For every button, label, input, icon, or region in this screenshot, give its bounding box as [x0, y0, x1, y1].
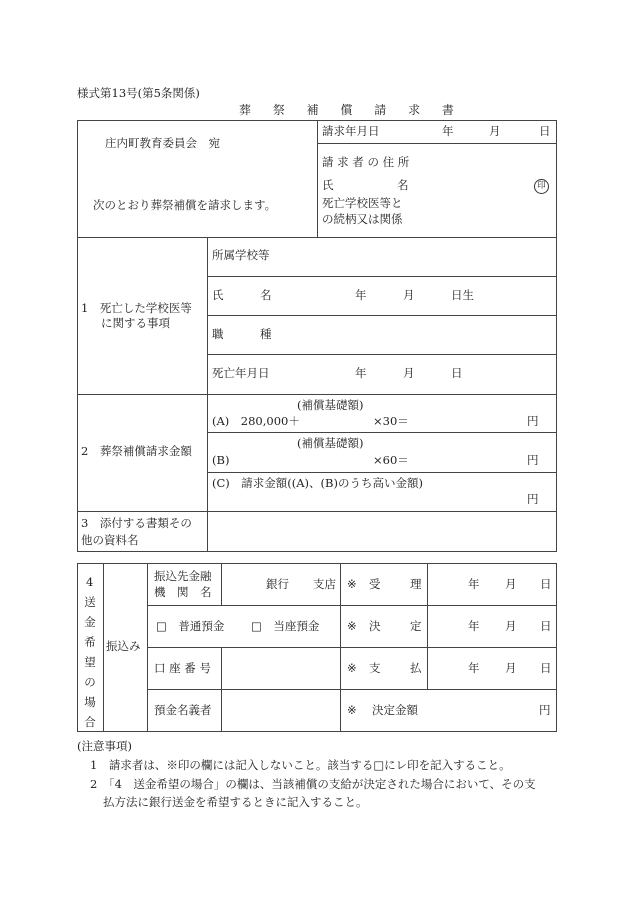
formula-a: (A) 280,000＋ [212, 414, 300, 428]
decided-year: 年 [468, 619, 480, 633]
vertical-char: 送 [84, 595, 96, 609]
note-item-2-line-2: 払方法に銀行送金を希望するときに記入すること。 [103, 795, 368, 809]
branch-suffix: 支店 [313, 577, 336, 591]
row-divider [147, 605, 557, 606]
section1-label-2: に関する事項 [101, 316, 170, 330]
row-divider [77, 394, 557, 395]
column-divider [103, 563, 104, 731]
section3-label-2: 他の資料名 [81, 533, 139, 547]
deposit-current-checkbox[interactable]: □ 当座預金 [251, 619, 320, 633]
applicant-name-label-1: 氏 [322, 178, 334, 192]
request-year-label: 年 [442, 124, 454, 138]
request-date-label: 請求年月日 [322, 124, 380, 138]
column-divider [317, 120, 318, 237]
row-divider [317, 143, 557, 144]
vertical-char: 望 [84, 655, 96, 669]
note-item-2-line-1: 2 「4 送金希望の場合」の欄は、当該補償の支給が決定された場合において、その支 [90, 777, 536, 791]
section4-number: 4 [86, 575, 94, 589]
section4-vertical-label [81, 592, 99, 732]
paid-month: 月 [505, 661, 517, 675]
row-divider [207, 432, 557, 433]
decided-month: 月 [505, 619, 517, 633]
received-day: 日 [540, 577, 552, 591]
row-divider [147, 647, 557, 648]
decided-label-1: 決 [369, 619, 381, 633]
applicant-address-label: 請 求 者 の 住 所 [322, 155, 410, 169]
formula-c: (C) 請求金額((A)、(B)のうち高い金額) [212, 476, 423, 490]
request-text: 次のとおり葬祭補償を請求します。 [93, 198, 277, 212]
section2-label: 2 葬祭補償請求金額 [81, 444, 192, 458]
multiplier-a: ×30＝ [373, 414, 409, 428]
note-item-1: 1 請求者は、※印の欄には記入しないこと。該当する□にレ印を記入すること。 [90, 758, 511, 772]
yen-c: 円 [527, 492, 539, 506]
account-holder-label: 預金名義者 [154, 703, 212, 717]
row-divider [207, 472, 557, 473]
bank-label-1: 振込先金融 [154, 569, 212, 583]
addressee: 庄内町教育委員会 宛 [105, 136, 220, 150]
office-mark: ※ [347, 619, 357, 633]
decision-amount-label: 決定金額 [372, 703, 418, 717]
received-label-2: 理 [410, 577, 422, 591]
death-date-label: 死亡年月日 [212, 366, 270, 380]
birth-month-label: 月 [403, 288, 415, 302]
form-number: 様式第13号(第5条関係) [77, 86, 200, 100]
relation-label-2: の続柄又は関係 [322, 212, 403, 226]
section1-label-1: 1 死亡した学校医等 [81, 301, 192, 315]
bank-label-2: 機 関 名 [154, 585, 212, 599]
row-divider [147, 689, 557, 690]
paid-label-1: 支 [369, 661, 381, 675]
row-divider [207, 315, 557, 316]
section3-label-1: 3 添付する書類その [81, 516, 192, 530]
birth-day-label: 日生 [451, 288, 474, 302]
paid-year: 年 [468, 661, 480, 675]
vertical-char: 合 [84, 715, 96, 729]
vertical-char: 金 [84, 615, 96, 629]
request-day-label: 日 [539, 124, 551, 138]
received-month: 月 [505, 577, 517, 591]
row-divider [207, 276, 557, 277]
relation-label-1: 死亡学校医等と [322, 196, 403, 210]
paid-label-2: 払 [410, 661, 422, 675]
base-amount-b-label: (補償基礎額) [297, 436, 364, 450]
paid-day: 日 [540, 661, 552, 675]
vertical-char: 場 [84, 695, 96, 709]
account-number-label: 口 座 番 号 [154, 661, 211, 675]
decided-label-2: 定 [410, 619, 422, 633]
column-divider [427, 563, 428, 689]
yen-b: 円 [527, 453, 539, 467]
birth-year-label: 年 [355, 288, 367, 302]
job-label-2: 種 [260, 327, 272, 341]
job-label-1: 職 [212, 327, 224, 341]
school-label: 所属学校等 [212, 248, 270, 262]
page-title: 葬 祭 補 償 請 求 書 [239, 103, 463, 117]
row-divider [207, 354, 557, 355]
seal-mark-icon: 印 [534, 179, 549, 194]
vertical-char: の [84, 675, 96, 689]
office-mark: ※ [347, 703, 357, 717]
vertical-char: 希 [84, 635, 96, 649]
row-divider [77, 237, 557, 238]
applicant-name-label-2: 名 [397, 178, 409, 192]
request-month-label: 月 [489, 124, 501, 138]
formula-b: (B) [212, 453, 230, 467]
received-year: 年 [468, 577, 480, 591]
deceased-name-label-2: 名 [260, 288, 272, 302]
decided-day: 日 [540, 619, 552, 633]
office-mark: ※ [347, 661, 357, 675]
deceased-name-label-1: 氏 [212, 288, 224, 302]
base-amount-a-label: (補償基礎額) [297, 398, 364, 412]
notes-heading: (注意事項) [77, 739, 132, 753]
multiplier-b: ×60＝ [373, 453, 409, 467]
death-day-label: 日 [451, 366, 463, 380]
death-year-label: 年 [355, 366, 367, 380]
bank-suffix: 銀行 [266, 577, 289, 591]
column-divider [221, 563, 222, 605]
yen-a: 円 [527, 414, 539, 428]
row-divider [77, 511, 557, 512]
deposit-normal-checkbox[interactable]: □ 普通預金 [156, 619, 225, 633]
transfer-method: 振込み [106, 639, 141, 653]
office-mark: ※ [347, 577, 357, 591]
death-month-label: 月 [403, 366, 415, 380]
column-divider [207, 237, 208, 551]
received-label-1: 受 [369, 577, 381, 591]
decision-yen: 円 [539, 703, 551, 717]
